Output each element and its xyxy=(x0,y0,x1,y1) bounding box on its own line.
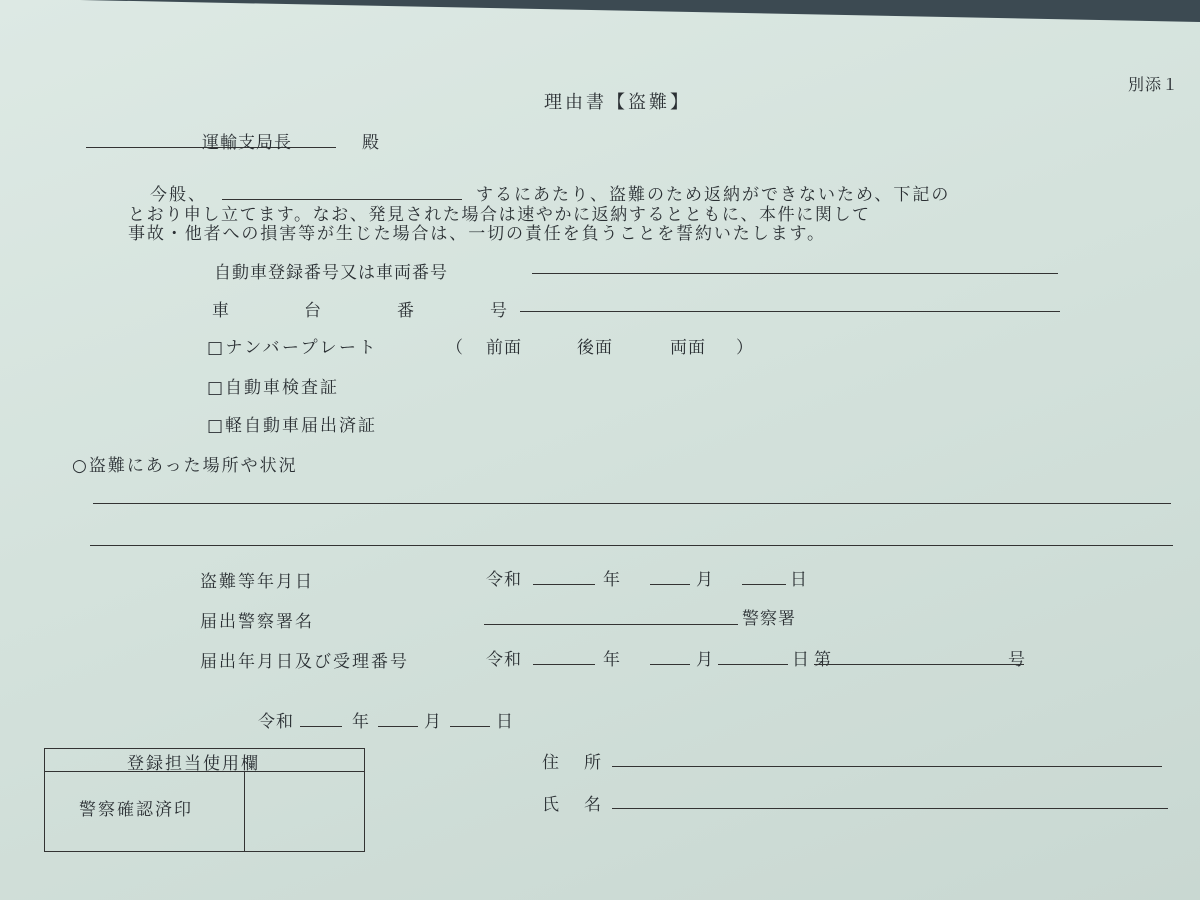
checkbox-kei-certificate[interactable]: □軽自動車届出済証 xyxy=(207,416,378,436)
police-station-suffix: 警察署 xyxy=(742,609,796,629)
report-number-prefix: 第 xyxy=(814,650,832,670)
report-date-number-label: 届出年月日及び受理番号 xyxy=(200,652,409,672)
theft-date-day: 日 xyxy=(790,570,808,590)
checkbox-number-plate[interactable]: □ナンバープレート xyxy=(207,338,378,358)
plate-option-front[interactable]: 前面 xyxy=(486,338,522,358)
addressee-honorific: 殿 xyxy=(362,133,380,153)
circumstances-line-2[interactable] xyxy=(90,545,1173,546)
name-label: 氏 名 xyxy=(542,795,605,815)
chassis-char-3: 番 xyxy=(397,301,415,321)
theft-date-era: 令和 xyxy=(486,570,522,590)
theft-date-year: 年 xyxy=(603,570,621,590)
report-date-era: 令和 xyxy=(486,650,522,670)
report-date-year: 年 xyxy=(603,650,621,670)
document-year-blank[interactable] xyxy=(300,726,342,727)
document-date-era: 令和 xyxy=(258,712,294,732)
police-confirmed-label: 警察確認済印 xyxy=(79,800,193,820)
address-line[interactable] xyxy=(612,766,1162,767)
registration-number-line[interactable] xyxy=(532,273,1058,274)
address-label: 住 所 xyxy=(542,753,605,773)
circumstances-line-1[interactable] xyxy=(93,503,1171,504)
theft-month-blank[interactable] xyxy=(650,584,690,585)
document-day-blank[interactable] xyxy=(450,726,490,727)
plate-option-rear[interactable]: 後面 xyxy=(577,338,613,358)
report-month-blank[interactable] xyxy=(650,664,690,665)
name-line[interactable] xyxy=(612,808,1168,809)
registration-box-title: 登録担当使用欄 xyxy=(127,754,260,774)
police-station-line[interactable] xyxy=(484,624,738,625)
report-number-suffix: 号 xyxy=(1008,650,1026,670)
body-line3: 事故・他者への損害等が生じた場合は、一切の責任を負うことを誓約いたします。 xyxy=(128,224,826,244)
checkbox-inspection-certificate[interactable]: □自動車検査証 xyxy=(207,378,340,398)
report-number-line[interactable] xyxy=(814,664,1024,665)
registration-use-box xyxy=(44,748,365,852)
background-corner xyxy=(80,0,1200,22)
registration-number-label: 自動車登録番号又は車両番号 xyxy=(214,263,448,283)
registration-box-divider xyxy=(244,771,245,851)
theft-date-month: 月 xyxy=(696,570,714,590)
report-date-month: 月 xyxy=(696,650,714,670)
plate-open-paren: （ xyxy=(446,338,464,358)
registration-box-header xyxy=(45,749,364,772)
document-month-blank[interactable] xyxy=(378,726,418,727)
document-date-month: 月 xyxy=(424,712,442,732)
theft-date-label: 盗難等年月日 xyxy=(200,572,314,592)
report-day-blank[interactable] xyxy=(718,664,788,665)
chassis-char-1: 車 xyxy=(212,301,230,321)
document-title: 理由書【盗難】 xyxy=(544,92,691,113)
body-line1-end: するにあたり、盗難のため返納ができないため、下記の xyxy=(476,185,951,205)
document-date-year: 年 xyxy=(352,712,370,732)
theft-day-blank[interactable] xyxy=(742,584,786,585)
report-year-blank[interactable] xyxy=(533,664,595,665)
theft-circumstances-label: ○盗難にあった場所や状況 xyxy=(72,456,298,476)
police-station-label: 届出警察署名 xyxy=(200,612,314,632)
addressee-office: 運輸支局長 xyxy=(202,133,292,153)
plate-option-both[interactable]: 両面 xyxy=(670,338,706,358)
appendix-label: 別添１ xyxy=(1128,75,1180,94)
chassis-char-2: 台 xyxy=(304,301,322,321)
body-line1-start: 今般、 xyxy=(150,185,207,205)
report-date-day: 日 xyxy=(792,650,810,670)
chassis-number-line[interactable] xyxy=(520,311,1060,312)
plate-close-paren: ） xyxy=(736,338,754,358)
document-date-day: 日 xyxy=(496,712,514,732)
body-line2: とおり申し立てます。なお、発見された場合は速やかに返納するとともに、本件に関して xyxy=(128,205,871,225)
theft-year-blank[interactable] xyxy=(533,584,595,585)
chassis-char-4: 号 xyxy=(490,301,508,321)
